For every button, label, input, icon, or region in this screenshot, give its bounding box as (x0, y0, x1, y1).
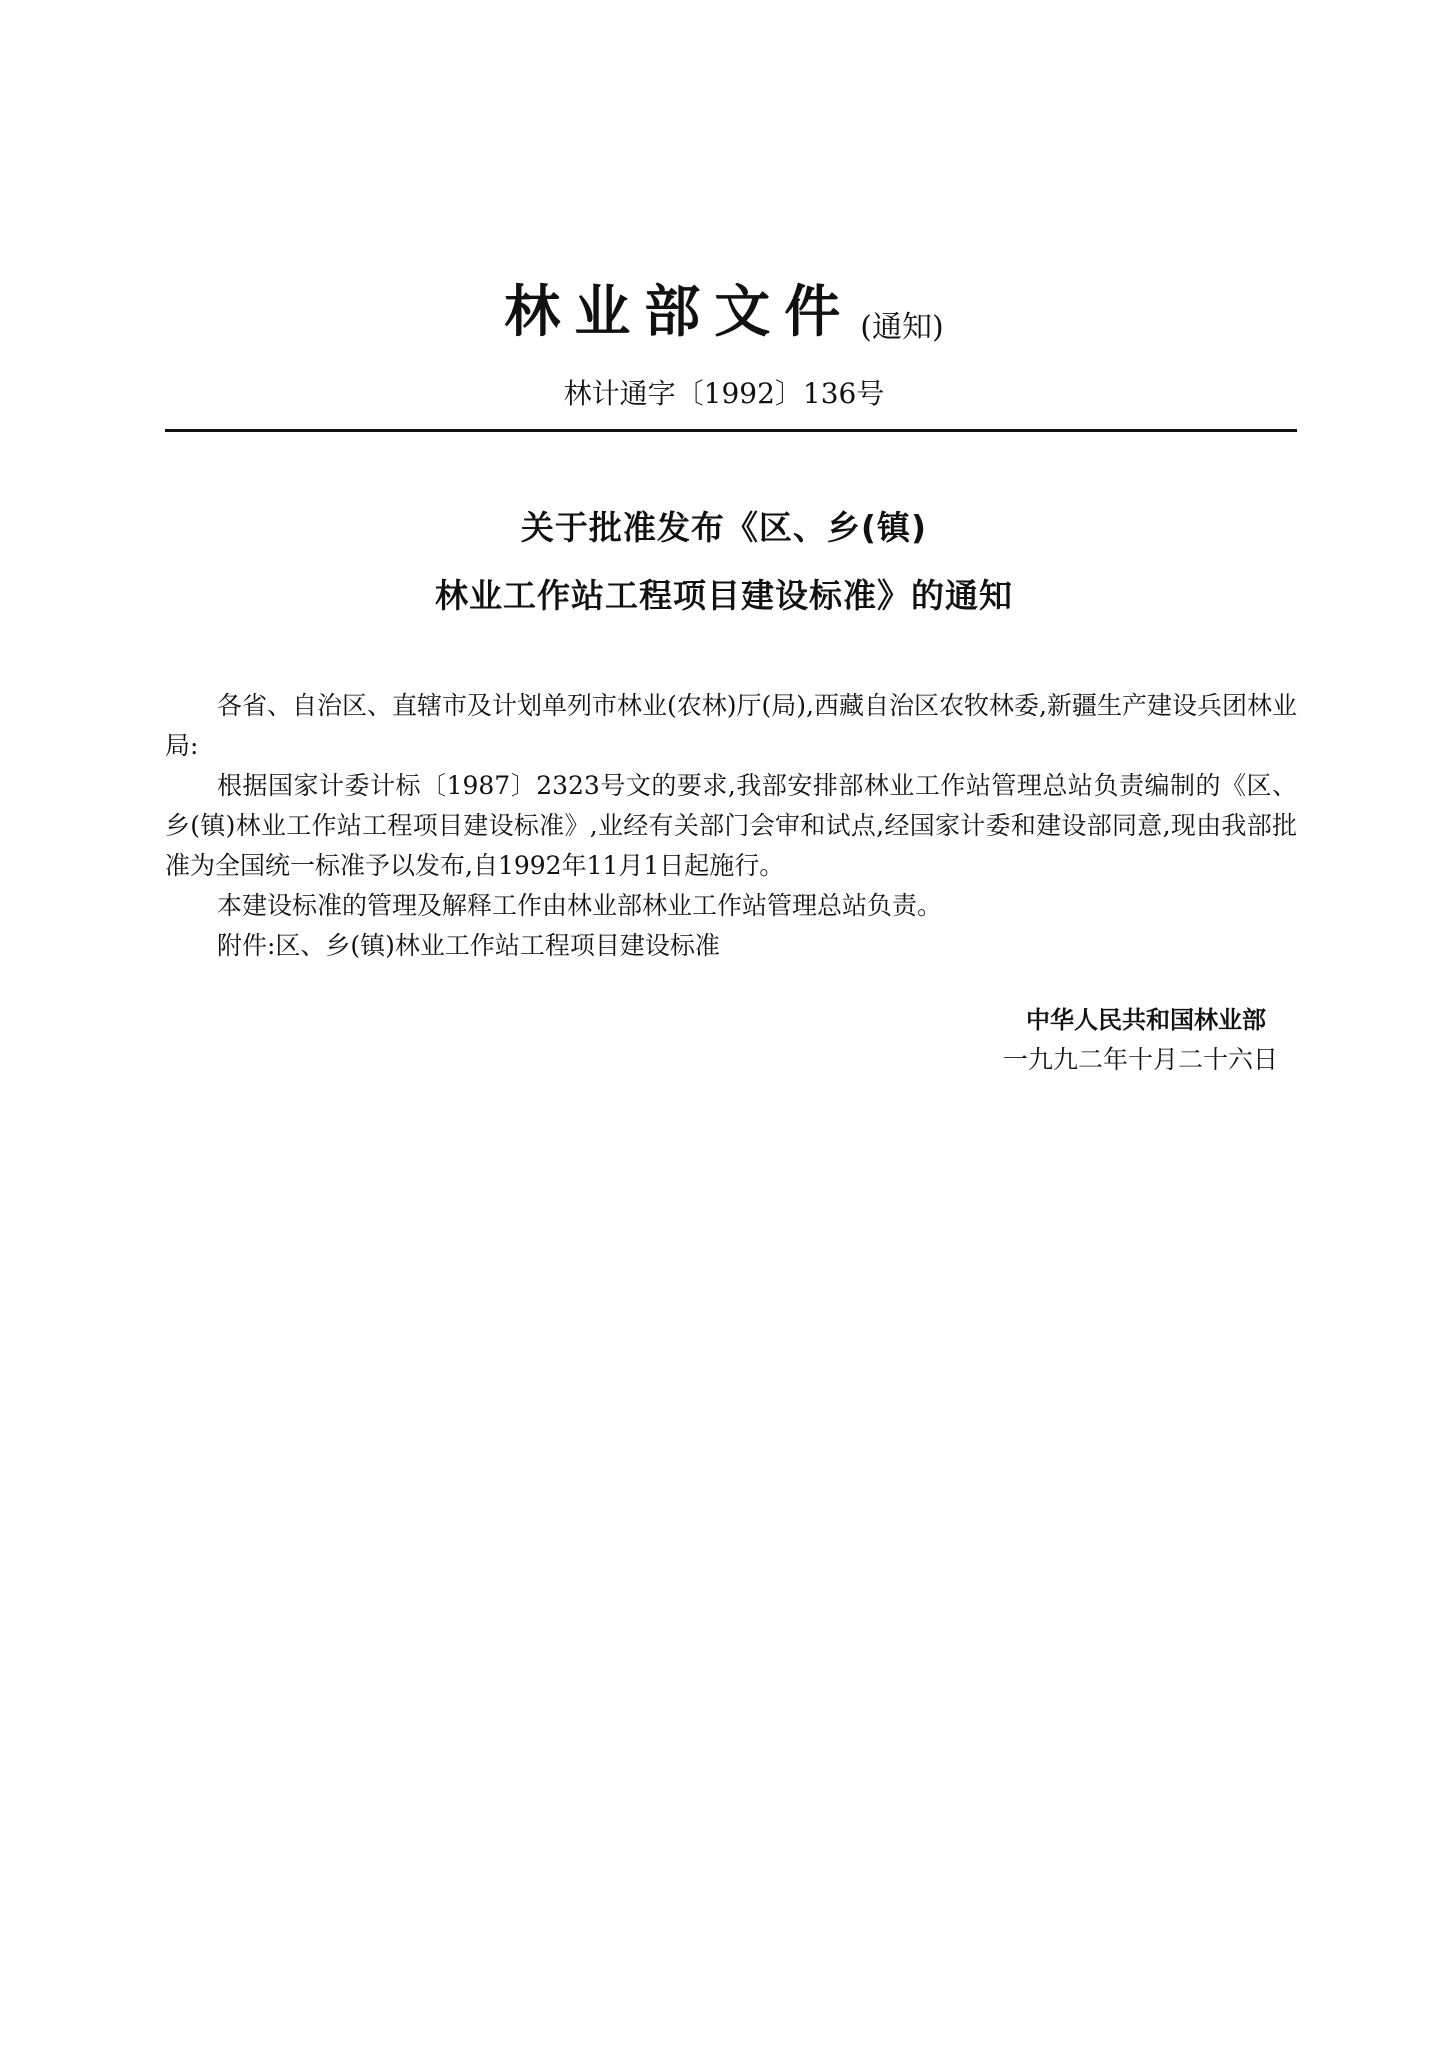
attachment-line: 附件:区、乡(镇)林业工作站工程项目建设标准 (217, 931, 720, 960)
issuing-organization: 中华人民共和国林业部 (1026, 1006, 1266, 1034)
notice-title (0, 494, 1448, 630)
document-header (0, 278, 1448, 348)
body-paragraph-1: 根据国家计委计标〔1987〕2323号文的要求,我部安排部林业工作站管理总站负责编制的《区、乡(镇)林业工作站工程项目建设标准》,业经有关部门会审和试点,经国家计委和建设部同意,现由我部批准为全国统一标准予以发布,自1992年11月1日起施行。 (165, 771, 1297, 880)
notice-body (165, 686, 1297, 966)
issue-date: 一九九二年十月二十六日 (1003, 1045, 1279, 1074)
document-title: 林业部文件 (504, 280, 855, 345)
notice-title-line-2: 林业工作站工程项目建设标准》的通知 (435, 576, 1013, 615)
addressee-paragraph: 各省、自治区、直辖市及计划单列市林业(农林)厅(局),西藏自治区农牧林委,新疆生产建设兵团林业局: (165, 691, 1297, 760)
header-divider (165, 429, 1297, 432)
document-number: 林计通字〔1992〕136号 (563, 377, 885, 410)
notice-title-line-1: 关于批准发布《区、乡(镇) (520, 508, 928, 547)
body-paragraph-2: 本建设标准的管理及解释工作由林业部林业工作站管理总站负责。 (217, 891, 943, 920)
document-type-label: (通知) (860, 310, 944, 345)
signature-block (1003, 1000, 1283, 1080)
